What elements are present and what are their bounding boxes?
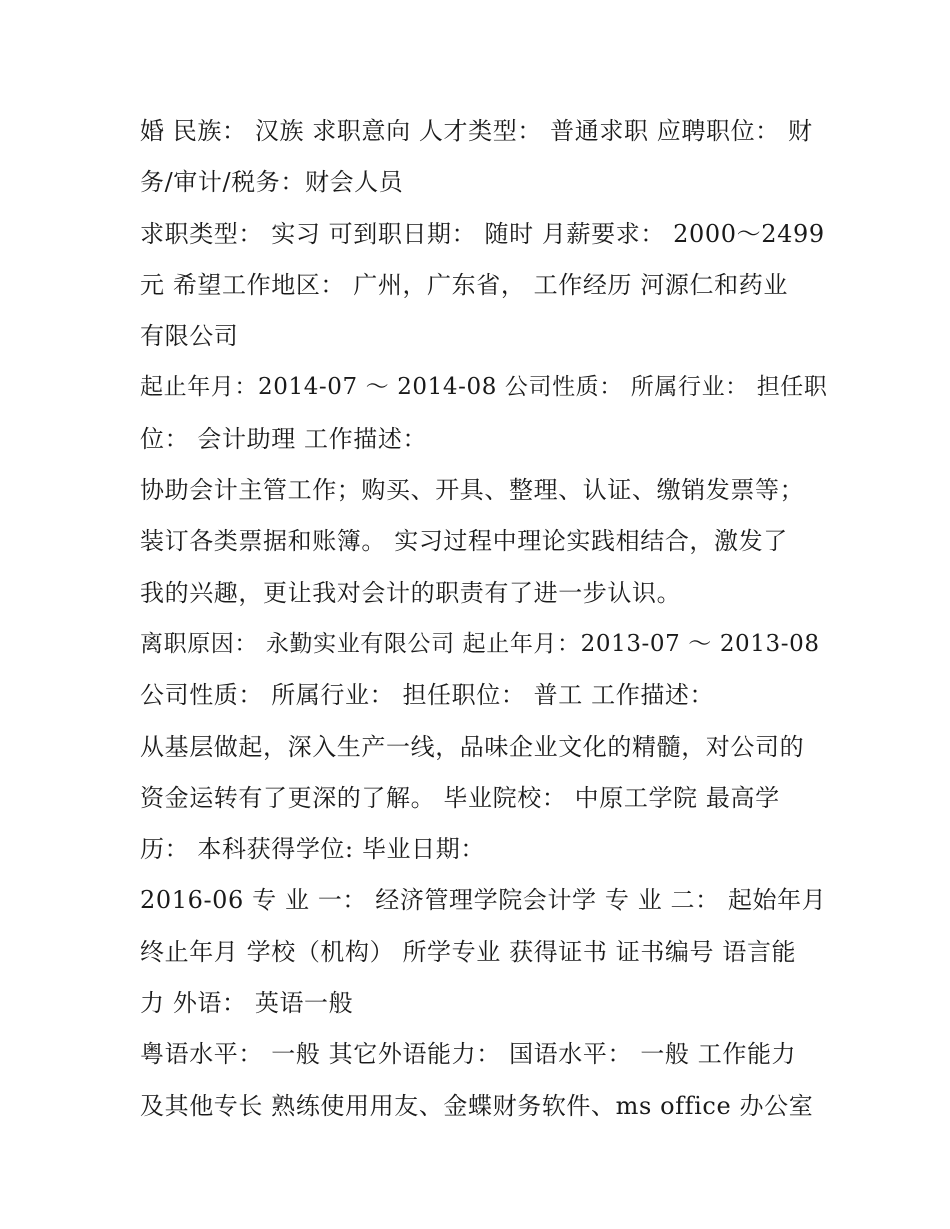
text-line: 求职类型： 实习 可到职日期： 随时 月薪要求： 2000～2499 bbox=[140, 219, 825, 248]
text-line: 协助会计主管工作；购买、开具、整理、认证、缴销发票等； bbox=[140, 476, 805, 505]
text-line: 2016-06 专 业 一： 经济管理学院会计学 专 业 二： 起始年月 bbox=[140, 886, 827, 915]
text-line: 有限公司 bbox=[140, 322, 239, 351]
text-line: 公司性质： 所属行业： 担任职位： 普工 工作描述： bbox=[140, 681, 715, 710]
text-line: 终止年月 学校（机构） 所学专业 获得证书 证书编号 语言能 bbox=[140, 937, 797, 966]
text-line: 粤语水平： 一般 其它外语能力： 国语水平： 一般 工作能力 bbox=[140, 1040, 797, 1069]
text-line: 位： 会计助理 工作描述： bbox=[140, 424, 428, 453]
text-line: 及其他专长 熟练使用用友、金蝶财务软件、ms office 办公室 bbox=[140, 1091, 814, 1120]
text-line: 务/审计/税务：财会人员 bbox=[140, 168, 404, 197]
text-line: 离职原因： 永勤实业有限公司 起止年月：2013-07 ～ 2013-08 bbox=[140, 630, 820, 657]
text-line: 元 希望工作地区： 广州，广东省， 工作经历 河源仁和药业 bbox=[140, 270, 788, 299]
text-line: 力 外语： 英语一般 bbox=[140, 989, 354, 1018]
text-line: 我的兴趣，更让我对会计的职责有了进一步认识。 bbox=[140, 578, 682, 607]
text-line: 资金运转有了更深的了解。 毕业院校： 中原工学院 最高学 bbox=[140, 783, 780, 812]
text-line: 从基层做起，深入生产一线，品味企业文化的精髓，对公司的 bbox=[140, 732, 805, 761]
text-line: 装订各类票据和账簿。 实习过程中理论实践相结合，激发了 bbox=[140, 527, 788, 556]
text-line: 起止年月：2014-07 ～ 2014-08 公司性质： 所属行业： 担任职 bbox=[140, 374, 828, 401]
text-line: 历： 本科获得学位: 毕业日期： bbox=[140, 835, 485, 864]
document-body bbox=[140, 106, 830, 1132]
text-line: 婚 民族： 汉族 求职意向 人才类型： 普通求职 应聘职位： 财 bbox=[140, 117, 813, 145]
